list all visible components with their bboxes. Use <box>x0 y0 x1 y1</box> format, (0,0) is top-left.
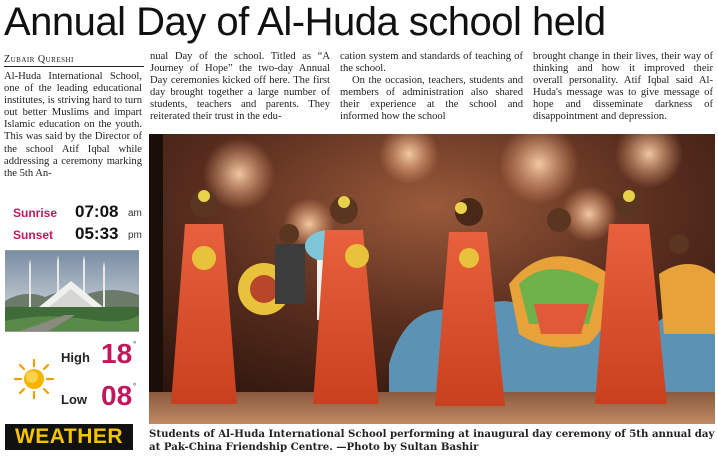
low-label: Low <box>61 392 87 407</box>
degree-symbol: ° <box>133 340 137 349</box>
article-column-1 <box>4 71 142 180</box>
city-skyline-image <box>5 250 139 332</box>
article-paragraph: nual Day of the school. Titled as “A Journey of Hope” the two-day Annual Day ceremonies kicked off here. The first day brought together a large number of students, teachers and parents. They reiterated their trust in the edu- <box>150 51 330 123</box>
low-temp-row <box>5 378 139 418</box>
degree-symbol: ° <box>133 382 137 391</box>
byline: Zubair Qureshi <box>4 54 144 67</box>
photo-caption: Students of Al-Huda International School performing at inaugural day ceremony of 5th annual day at Pak-China Friendship Centre. —Photo by Sultan Bashir <box>149 428 715 453</box>
article-column-4 <box>533 51 713 124</box>
sunset-label: Sunset <box>13 228 54 242</box>
sunset-ampm: pm <box>128 230 142 241</box>
high-label: High <box>61 350 90 365</box>
stage-performance-photo <box>149 134 715 424</box>
article-paragraph: brought change in their lives, their way of thinking and how it improved their overall personality. Atif Iqbal said Al-Huda's message was to give message of hope and disseminate darkness of disappointment and depression. <box>533 51 713 123</box>
sunrise-label: Sunrise <box>13 206 58 220</box>
article-paragraph: On the occasion, teachers, students and members of administration also shared their experience at the school and informed how the school <box>340 75 523 123</box>
sunrise-ampm: am <box>128 208 142 219</box>
sunrise-row <box>11 202 142 224</box>
performance-photo-illustration <box>149 134 715 424</box>
mosque-skyline-illustration <box>5 251 139 332</box>
high-value: 18 <box>101 338 133 369</box>
article-paragraph: Al-Huda International School, one of the leading educational institutes, is striving hard to turn out better Muslims and impart Islamic education on the youth. This was said by the Director of the school Atif Iqbal while addressing a ceremony marking the 5th An- <box>4 71 142 179</box>
article-column-3 <box>340 51 523 124</box>
article-paragraph: cation system and standards of teaching of the school. <box>340 51 523 75</box>
sunset-row <box>11 224 142 246</box>
article-column-2 <box>150 51 330 124</box>
sunset-time: 05:33 <box>75 224 119 243</box>
sunrise-time: 07:08 <box>75 202 119 221</box>
weather-title: WEATHER <box>5 424 133 450</box>
high-temp-row <box>5 336 139 376</box>
temperature-block <box>5 336 139 422</box>
low-value: 08 <box>101 380 133 411</box>
weather-panel <box>3 198 142 456</box>
headline: Annual Day of Al-Huda school held <box>4 0 606 44</box>
